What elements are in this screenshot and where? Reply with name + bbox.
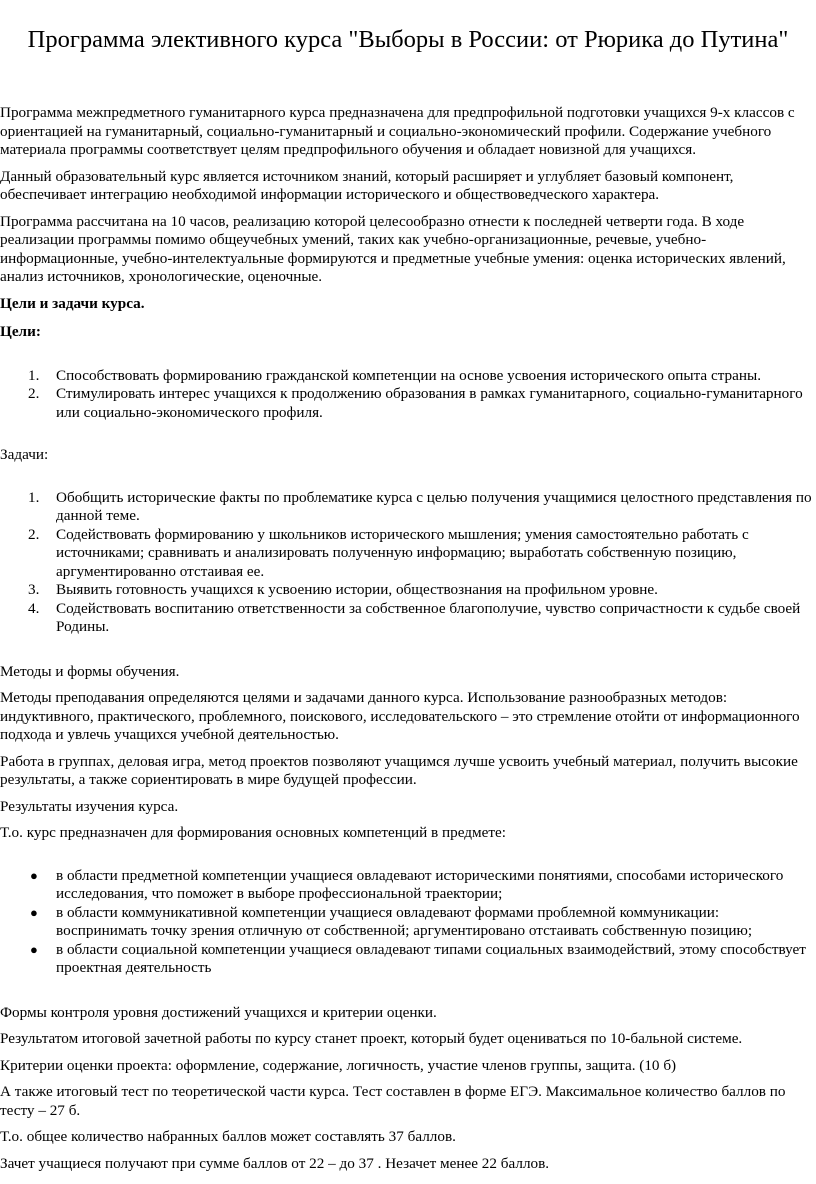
methods-label: Методы и формы обучения. <box>0 662 180 680</box>
control-paragraph: Т.о. общее количество набранных баллов может составлять 37 баллов. <box>0 1128 456 1145</box>
goals-heading: Цели и задачи курса. <box>0 294 145 312</box>
list-item: 2. Содействовать формированию у школьников исторического мышления; умения самостоятельно работать с источниками; сравнивать и анализировать полученную информацию; выработать собственную позицию, аргументированно отстаивая ее. <box>28 525 749 580</box>
list-item: 1. Способствовать формированию гражданской компетенции на основе усвоения исторического опыта страны. <box>28 366 761 384</box>
methods-paragraph: Методы преподавания определяются целями и задачами данного курса. Использование разнообразных методов: индуктивного, практического, проблемного, поискового, исследовательского – это стремление отойти от информационного подхода и увлечь учащихся учебной деятельностью. <box>0 689 800 743</box>
list-item: ● в области предметной компетенции учащиеся овладевают историческими понятиями, способами исторического исследования, что поможет в выборе профессиональной траектории; <box>30 866 784 902</box>
page-title: Программа элективного курса "Выборы в России: от Рюрика до Путина" <box>27 26 789 53</box>
control-paragraph: Результатом итоговой зачетной работы по курсу станет проект, который будет оцениваться по 10-бальной системе. <box>0 1030 743 1047</box>
document-body <box>0 104 812 1181</box>
goals-list <box>0 367 812 423</box>
tasks-label: Задачи: <box>0 446 49 463</box>
control-paragraph: Критерии оценки проекта: оформление, содержание, логичность, участие членов группы, защита. (10 б) <box>0 1056 677 1074</box>
control-paragraph: А также итоговый тест по теоретической части курса. Тест составлен в форме ЕГЭ. Максимальное количество баллов по тесту – 27 б. <box>0 1083 786 1119</box>
goals-label: Цели: <box>0 323 41 340</box>
list-item: 4. Содействовать воспитанию ответственности за собственное благополучие, чувство сопричастности к судьбе своей Родины. <box>28 599 801 635</box>
control-paragraph: Зачет учащиеся получают при сумме баллов от 22 – до 37 . Незачет менее 22 баллов. <box>0 1154 550 1172</box>
list-item: 3. Выявить готовность учащихся к усвоению истории, обществознания на профильном уровне. <box>28 581 658 598</box>
intro-paragraph: Данный образовательный курс является источником знаний, который расширяет и углубляет базовый компонент, обеспечивает интеграцию необходимой информации исторического и обществоведческого характера. <box>0 167 734 203</box>
results-intro: Т.о. курс предназначен для формирования основных компетенций в предмете: <box>0 824 506 841</box>
intro-paragraph: Программа межпредметного гуманитарного курса предназначена для предпрофильной подготовки учащихся 9-х классов с ориентацией на гуманитарный, социально-гуманитарный и социально-экономический профили. Содержание учебного материала программы соответствует целям предпрофильного обучения и обладает новизной для учащихся. <box>0 104 795 158</box>
bullet-icon: ● <box>30 941 38 957</box>
bullet-icon: ● <box>30 904 38 920</box>
intro-paragraph: Программа рассчитана на 10 часов, реализацию которой целесообразно отнести к последней четверти года. В ходе реализации программы помимо общеучебных умений, таких как учебно-организационные, речевые, учебно-информационные, учебно-интелектуальные формируются и предметные учебные умения: оценка исторических явлений, анализ источников, хронологические, оценочные. <box>0 212 786 285</box>
list-item: 2. Стимулировать интерес учащихся к продолжению образования в рамках гуманитарного, социально-гуманитарного или социально-экономического профиля. <box>28 385 803 421</box>
tasks-list <box>0 489 812 637</box>
list-item: ● в области социальной компетенции учащиеся овладевают типами социальных взаимодействий, этому способствует проектная деятельность <box>30 940 806 976</box>
bullet-icon: ● <box>30 867 38 883</box>
list-item: ● в области коммуникативной компетенции учащиеся овладевают формами проблемной коммуникации: воспринимать точку зрения отличную от собственной; аргументировано отстаивать собственную позицию; <box>30 903 753 939</box>
results-label: Результаты изучения курса. <box>0 797 179 815</box>
results-list <box>0 867 812 978</box>
methods-paragraph: Работа в группах, деловая игра, метод проектов позволяют учащимся лучше усвоить учебный материал, получить высокие результаты, а также сориентировать в мире будущей профессии. <box>0 752 798 788</box>
list-item: 1. Обобщить исторические факты по проблематике курса с целью получения учащимися целостного представления по данной теме. <box>28 488 812 524</box>
control-label: Формы контроля уровня достижений учащихся и критерии оценки. <box>0 1003 437 1021</box>
